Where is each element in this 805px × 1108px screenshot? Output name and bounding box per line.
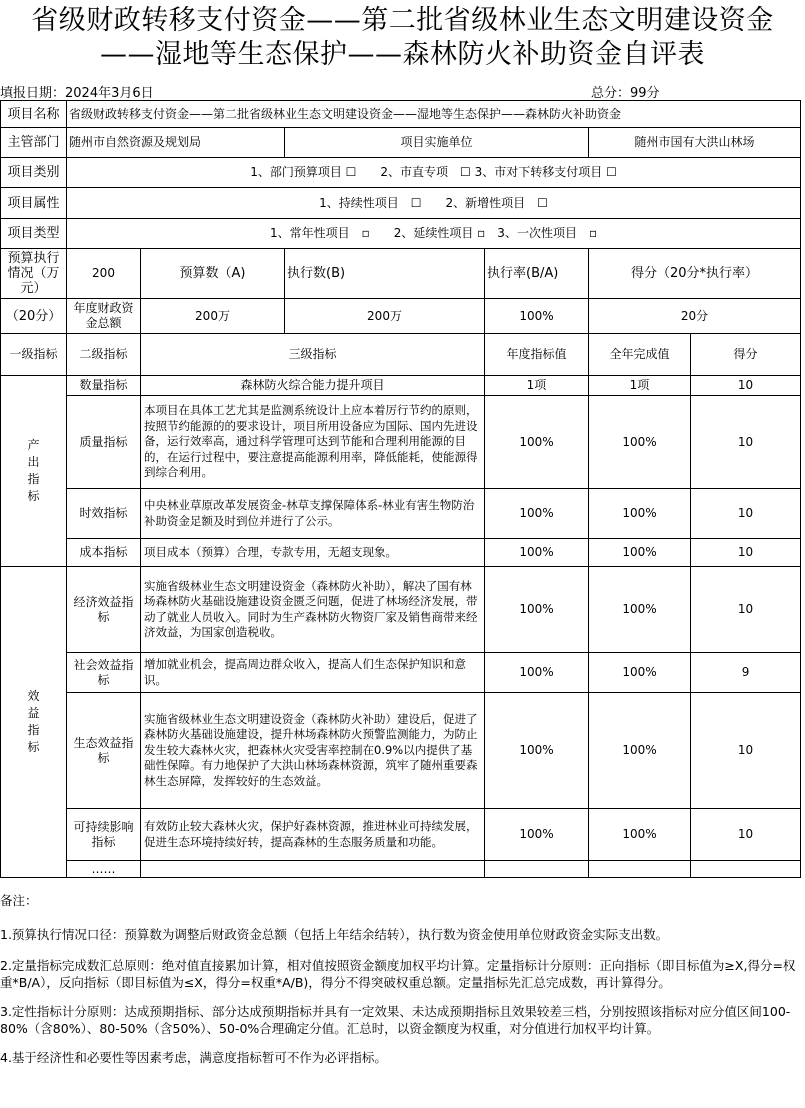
impl-value: 随州市国有大洪山林场 [589,128,801,158]
row-actual: 1项 [589,376,691,396]
row-l2: …… [67,861,141,878]
header-level3: 三级指标 [141,334,485,376]
header-actual: 全年完成值 [589,334,691,376]
row-actual [589,861,691,878]
row-l2: 可持续影响指标 [67,809,141,861]
note-1: 1.预算执行情况口径：预算数为调整后财政资金总额（包括上年结余结转），执行数为资金使用单位财政资金实际支出数。 [0,927,669,942]
row-score: 10 [691,567,801,653]
row-l2: 经济效益指标 [67,567,141,653]
row-actual: 100% [589,567,691,653]
notes-heading: 备注： [0,893,38,908]
row-l3 [141,861,485,878]
row-actual: 100% [589,489,691,539]
type-label: 项目类型 [1,219,67,249]
budget-score-value: 20分 [589,299,801,334]
output-indicator-label: 产出指标 [1,376,67,567]
row-target: 100% [485,567,589,653]
row-score: 10 [691,396,801,489]
dept-value: 随州市自然资源及规划局 [67,128,285,158]
row-actual: 100% [589,809,691,861]
row-l3: 有效防止较大森林火灾，保护好森林资源，推进林业可持续发展，促进生态环境持续好转，提高森林的生态服务质量和功能。 [141,809,485,861]
note-3: 3.定性指标计分原则：达成预期指标、部分达成预期指标并具有一定效果、未达成预期指标且效果较差三档，分别按照该指标对应分值区间100-80%（含80%）、80-50%（含50%）、50-0%合理确定分值。汇总时，以资金额度为权重，对分值进行加权平均计算。 [0,1004,791,1036]
rate-col-header: 执行率(B/A) [485,249,589,299]
budget-label: 预算执行情况（万元） [1,249,67,299]
row-actual: 100% [589,396,691,489]
row-target: 1项 [485,376,589,396]
type-value: 1、常年性项目 ▫ 2、延续性项目 ▫ 3、一次性项目 ▫ [67,219,801,249]
budget-amount: 200 [67,249,141,299]
row-score: 10 [691,489,801,539]
row-target [485,861,589,878]
row-l2: 质量指标 [67,396,141,489]
attribute-label: 项目属性 [1,188,67,219]
page-title [0,4,805,72]
score-col-header: 得分（20分*执行率） [589,249,801,299]
category-value: 1、部门预算项目 ☐ 2、市直专项 ☐ 3、市对下转移支付项目 ☐ [67,158,801,188]
row-l2: 数量指标 [67,376,141,396]
row-target: 100% [485,809,589,861]
project-name-label: 项目名称 [1,101,67,128]
title-line-1: 省级财政转移支付资金——第二批省级林业生态文明建设资金 [31,5,774,36]
row-target: 100% [485,693,589,809]
evaluation-table [0,100,801,878]
row-score [691,861,801,878]
row-target: 100% [485,396,589,489]
title-line-2: ——湿地等生态保护——森林防火补助资金自评表 [100,39,705,70]
project-name: 省级财政转移支付资金——第二批省级林业生态文明建设资金——湿地等生态保护——森林防火补助资金 [67,101,801,128]
row-l2: 成本指标 [67,539,141,567]
row-l3: 增加就业机会，提高周边群众收入，提高人们生态保护知识和意识。 [141,653,485,693]
row-score: 10 [691,809,801,861]
exec-value: 200万 [285,299,485,334]
row-target: 100% [485,489,589,539]
row-actual: 100% [589,693,691,809]
row-l2: 时效指标 [67,489,141,539]
row-score: 10 [691,376,801,396]
row-actual: 100% [589,653,691,693]
row-target: 100% [485,653,589,693]
rate-value: 100% [485,299,589,334]
exec-col-header: 执行数(B) [285,249,485,299]
attribute-value: 1、持续性项目 ☐ 2、新增性项目 ☐ [67,188,801,219]
row-l2: 生态效益指标 [67,693,141,809]
total-funds-label: 年度财政资金总额 [67,299,141,334]
benefit-indicator-label: 效益指标 [1,567,67,878]
notes-section [0,892,800,1066]
budget-value: 200万 [141,299,285,334]
row-l3: 实施省级林业生态文明建设资金（森林防火补助）建设后，促进了森林防火基础设施建设，提升林场森林防火预警监测能力，为防止发生较大森林火灾，把森林火灾受害率控制在0.9%以内提供了基础性保障。有力地保护了大洪山林场森林资源，筑牢了随州重要森林生态屏障，发挥较好的生态效益。 [141,693,485,809]
budget-score-label: （20分） [1,299,67,334]
category-label: 项目类别 [1,158,67,188]
note-2: 2.定量指标完成数汇总原则：绝对值直接累加计算，相对值按照资金额度加权平均计算。定量指标计分原则：正向指标（即目标值为≥X,得分=权重*B/A），反向指标（即目标值为≤X，得分=权重*A/B)，得分不得突破权重总额。定量指标先汇总完成数，再计算得分。 [0,958,796,990]
dept-label: 主管部门 [1,128,67,158]
row-l3: 森林防火综合能力提升项目 [141,376,485,396]
impl-label: 项目实施单位 [285,128,589,158]
header-score: 得分 [691,334,801,376]
row-actual: 100% [589,539,691,567]
row-target: 100% [485,539,589,567]
header-level1: 一级指标 [1,334,67,376]
row-l3: 中央林业草原改革发展资金-林草支撑保障体系-林业有害生物防治补助资金足额及时到位并进行了公示。 [141,489,485,539]
row-l2: 社会效益指标 [67,653,141,693]
row-l3: 本项目在具体工艺尤其是监测系统设计上应本着厉行节约的原则，按照节约能源的的要求设计，项目所用设备应为国际、国内先进设备，运行效率高，通过科学管理可达到节能和合理利用能源的目的，在运行过程中，要注意提高能源利用率，降低能耗，使能源得到综合利用。 [141,396,485,489]
row-score: 9 [691,653,801,693]
total-score: 总分：99分 [591,86,660,101]
row-score: 10 [691,693,801,809]
note-4: 4.基于经济性和必要性等因素考虑，满意度指标暂可不作为必评指标。 [0,1050,387,1065]
header-target: 年度指标值 [485,334,589,376]
row-score: 10 [691,539,801,567]
fill-date: 填报日期：2024年3月6日 [0,86,154,101]
row-l3: 项目成本（预算）合理，专款专用，无超支现象。 [141,539,485,567]
header-level2: 二级指标 [67,334,141,376]
row-l3: 实施省级林业生态文明建设资金（森林防火补助），解决了国有林场森林防火基础设施建设资金匮乏问题，促进了林场经济发展，带动了就业人员收入。同时为生产森林防火物资厂家及销售商带来经济效益，为国家创造税收。 [141,567,485,653]
budget-col-header: 预算数（A) [141,249,285,299]
